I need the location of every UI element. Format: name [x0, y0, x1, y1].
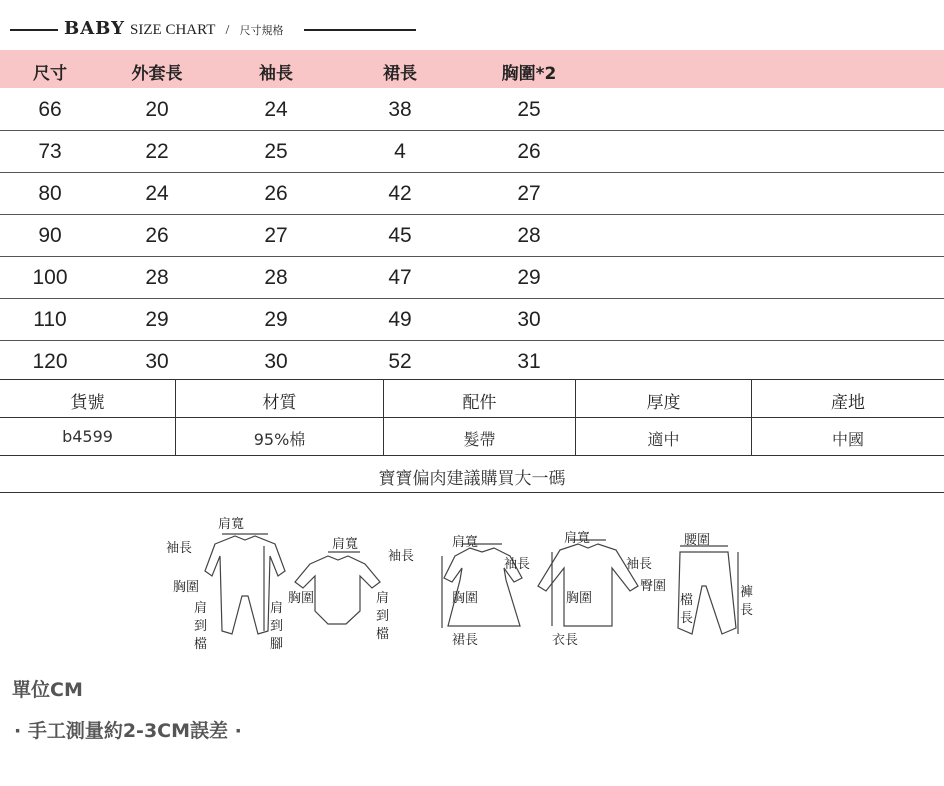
romper-foot-label-3: 腳	[270, 637, 284, 652]
col-chest: 胸圍*2	[501, 64, 557, 84]
top-shoulder-label: 肩寬	[564, 531, 591, 546]
romper-crotch-label-2: 到	[194, 619, 208, 634]
table-row	[0, 340, 944, 382]
cell-size: 100	[32, 266, 68, 289]
cell-skirt-length: 4	[394, 140, 406, 163]
cell-size: 66	[38, 98, 62, 121]
header-rule-right	[304, 29, 416, 31]
romper-foot-label-1: 肩	[270, 601, 284, 616]
pants-waist-label: 腰圍	[684, 533, 711, 548]
romper-crotch-label-1: 肩	[194, 601, 208, 616]
bodysuit-crotch-label-3: 檔	[376, 627, 390, 642]
header-cn-label: 尺寸規格	[239, 24, 284, 37]
top-length-label: 衣長	[552, 633, 579, 648]
info-value-material: 95%棉	[253, 430, 306, 449]
cell-skirt-length: 45	[388, 224, 412, 247]
romper-crotch-label-3: 檔	[194, 637, 208, 652]
pants-length-label-1: 褲	[740, 585, 754, 600]
pants-crotch-label-2: 長	[680, 611, 694, 626]
romper-sleeve-label: 袖長	[166, 541, 193, 556]
measurement-diagrams	[160, 516, 770, 661]
cell-chest: 29	[517, 266, 541, 289]
romper-shoulder-label: 肩寬	[218, 517, 245, 532]
cell-skirt-length: 47	[388, 266, 412, 289]
cell-chest: 31	[517, 350, 541, 373]
header-baby: BABY	[64, 18, 125, 39]
cell-coat-length: 29	[145, 308, 169, 331]
col-size: 尺寸	[33, 64, 67, 84]
cell-skirt-length: 52	[388, 350, 412, 373]
col-coat-length: 外套長	[131, 64, 183, 84]
divider	[0, 492, 944, 493]
chart-header	[0, 18, 944, 44]
top-sleeve-label: 袖長	[626, 557, 653, 572]
table-row	[0, 130, 944, 173]
cell-coat-length: 20	[145, 98, 169, 121]
cell-size: 80	[38, 182, 62, 205]
cell-coat-length: 30	[145, 350, 169, 373]
cell-sleeve-length: 27	[264, 224, 288, 247]
header-slash: /	[225, 23, 230, 38]
pants-crotch-label-1: 檔	[680, 593, 694, 608]
romper-chest-label: 胸圍	[173, 580, 200, 595]
cell-sleeve-length: 24	[264, 98, 288, 121]
col-skirt-length: 裙長	[383, 64, 417, 84]
bodysuit-shoulder-label: 肩寬	[332, 537, 359, 552]
dress-diagram	[442, 535, 530, 648]
divider	[0, 455, 944, 456]
top-chest-label: 胸圍	[566, 591, 593, 606]
dress-chest-label: 胸圍	[452, 591, 479, 606]
bodysuit-diagram	[288, 537, 414, 642]
divider	[0, 379, 944, 380]
unit-note: 單位CM	[12, 679, 83, 701]
info-header-accessory: 配件	[462, 393, 497, 413]
info-value-origin: 中國	[831, 430, 864, 449]
table-row	[0, 214, 944, 257]
romper-foot-label-2: 到	[270, 619, 284, 634]
info-header-item-no: 貨號	[70, 393, 105, 413]
header-rule-left	[10, 29, 58, 31]
info-header-origin: 產地	[831, 393, 865, 413]
info-value-thickness: 適中	[647, 430, 680, 449]
top-diagram	[538, 531, 652, 648]
product-info-table	[0, 379, 944, 492]
cell-coat-length: 22	[145, 140, 169, 163]
cell-coat-length: 28	[145, 266, 169, 289]
pants-hip-label: 臀圍	[640, 579, 667, 594]
cell-chest: 28	[517, 224, 541, 247]
bodysuit-crotch-label-1: 肩	[376, 591, 390, 606]
cell-size: 90	[38, 224, 62, 247]
cell-size: 73	[38, 140, 62, 163]
dress-shoulder-label: 肩寬	[452, 535, 479, 550]
pants-length-label-2: 長	[740, 603, 754, 618]
bodysuit-crotch-label-2: 到	[376, 609, 390, 624]
cell-chest: 25	[517, 98, 541, 121]
cell-chest: 26	[517, 140, 541, 163]
cell-chest: 27	[517, 182, 541, 205]
dress-skirt-label: 裙長	[452, 633, 479, 648]
table-row	[0, 172, 944, 215]
info-header-material: 材質	[262, 393, 297, 413]
error-note: · 手工測量約2-3CM誤差 ·	[14, 720, 242, 742]
dress-sleeve-label: 袖長	[504, 557, 531, 572]
cell-skirt-length: 49	[388, 308, 412, 331]
info-value-accessory: 髮帶	[463, 430, 496, 449]
cell-chest: 30	[517, 308, 541, 331]
cell-sleeve-length: 29	[264, 308, 288, 331]
cell-sleeve-length: 30	[264, 350, 288, 373]
cell-skirt-length: 38	[388, 98, 412, 121]
header-title	[64, 18, 283, 39]
size-advice-note: 寶寶偏肉建議購買大一碼	[378, 469, 566, 489]
cell-coat-length: 26	[145, 224, 169, 247]
table-row	[0, 88, 944, 131]
bodysuit-chest-label: 胸圍	[288, 591, 315, 606]
cell-sleeve-length: 25	[264, 140, 288, 163]
cell-coat-length: 24	[145, 182, 169, 205]
cell-sleeve-length: 28	[264, 266, 288, 289]
bodysuit-sleeve-label: 袖長	[388, 549, 415, 564]
pants-diagram	[640, 533, 753, 634]
divider	[0, 417, 944, 418]
table-row	[0, 298, 944, 341]
size-table-header	[0, 50, 944, 88]
cell-size: 120	[32, 350, 68, 373]
info-value-item-no: b4599	[62, 427, 113, 446]
romper-diagram	[166, 517, 285, 652]
col-sleeve-length: 袖長	[259, 64, 293, 84]
cell-skirt-length: 42	[388, 182, 412, 205]
header-size-chart: SIZE CHART	[130, 22, 216, 38]
cell-size: 110	[33, 308, 67, 331]
info-header-thickness: 厚度	[646, 393, 681, 413]
cell-sleeve-length: 26	[264, 182, 288, 205]
table-row	[0, 256, 944, 299]
